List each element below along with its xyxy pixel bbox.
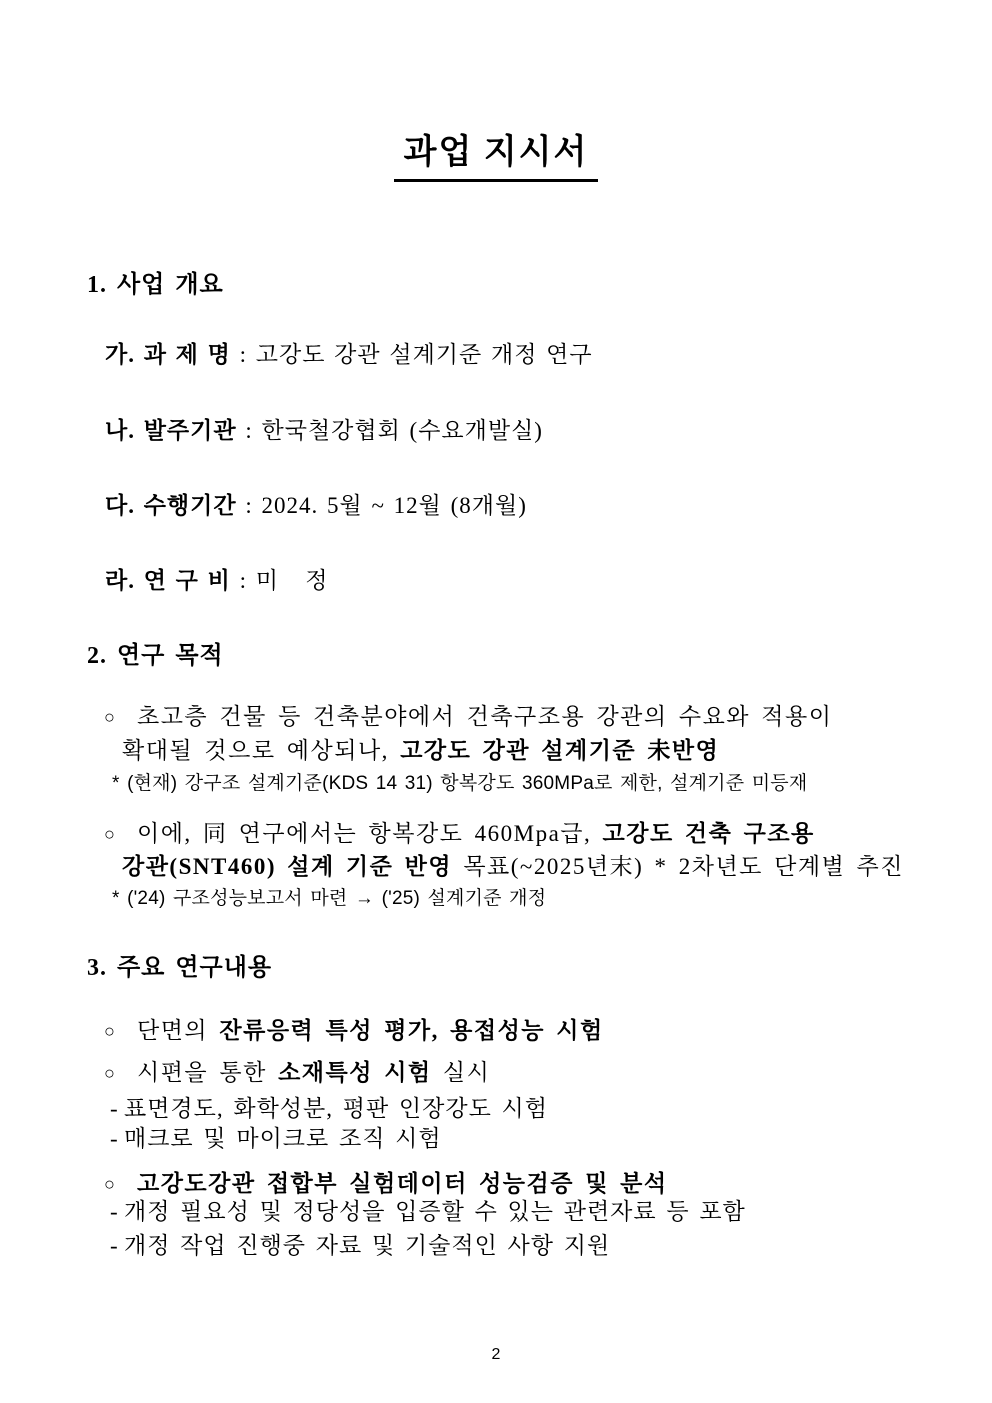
content-subitem [110,1227,610,1260]
field-label: 라. 연 구 비 [105,568,231,593]
circle-bullet-icon: ○ [104,824,117,844]
circle-bullet-icon: ○ [104,1021,117,1041]
bullet-text-bold: 고강도 건축 구조용 [602,821,815,846]
content-bullet-2 [104,1054,490,1087]
subitem-text: 개정 필요성 및 정당성을 입증할 수 있는 관련자료 등 포함 [124,1199,746,1224]
bullet-text-regular: 초고층 건물 등 건축분야에서 건축구조용 강관의 수요와 적용이 [137,704,833,729]
objective-bullet-2-line-1 [104,815,815,848]
bullet-text-regular: 확대될 것으로 예상되나, [122,738,401,763]
dash-bullet-icon: - [110,1199,119,1224]
field-label: 다. 수행기간 [105,493,237,518]
dash-bullet-icon: - [110,1233,119,1258]
bullet-text-bold: 소재특성 시험 [278,1060,432,1085]
bullet-text-bold: 잔류응력 특성 평가, 용접성능 시험 [219,1018,604,1043]
page-number: 2 [491,1346,501,1363]
bullet-text-regular: 실시 [431,1060,491,1085]
bullet-text-bold: 고강도 강관 설계기준 未반영 [400,738,720,763]
field-separator: : [230,342,256,367]
field-value: 2024. 5월 ~ 12월 (8개월) [261,493,527,518]
field-row-period [105,487,527,520]
objective-bullet-1-line-1 [104,698,832,731]
content-subitem [110,1090,548,1123]
subitem-text: 표면경도, 화학성분, 평판 인장강도 시험 [124,1096,548,1121]
objective-bullet-2-line-2 [122,848,904,881]
content-subitem [110,1193,746,1226]
dash-bullet-icon: - [110,1126,119,1151]
objective-bullet-1-line-2 [122,732,719,765]
bullet-text-regular: 시편을 통한 [137,1060,279,1085]
field-separator: : [236,493,262,518]
content-subitem [110,1120,442,1153]
title-container [0,124,992,182]
bullet-text-bold: 고강도강관 접합부 실험데이터 성능검증 및 분석 [137,1171,668,1196]
field-row-ordering-org [105,412,543,445]
subitem-text: 매크로 및 마이크로 조직 시험 [124,1126,442,1151]
field-separator: : [230,568,256,593]
circle-bullet-icon: ○ [104,1174,117,1194]
section1-heading: 1. 사업 개요 [87,272,224,298]
field-label: 가. 과 제 명 [105,342,231,367]
subitem-text: 개정 작업 진행중 자료 및 기술적인 사항 지원 [124,1233,611,1258]
footnote-text: * (현재) 강구조 설계기준(KDS 14 31) 항복강도 360MPa로 제한, 설계기준 미등재 [112,773,808,794]
dash-bullet-icon: - [110,1096,119,1121]
bullet-text-bold: 강관(SNT460) 설계 기준 반영 [122,854,453,879]
field-row-budget [105,562,328,595]
footnote-text: * ('24) 구조성능보고서 마련 → ('25) 설계기준 개정 [112,888,547,909]
circle-bullet-icon: ○ [104,707,117,727]
field-value: 고강도 강관 설계기준 개정 연구 [255,342,593,367]
circle-bullet-icon: ○ [104,1063,117,1083]
document-title: 과업 지시서 [394,124,599,182]
content-bullet-1 [104,1012,604,1045]
field-value: 한국철강협회 (수요개발실) [261,418,543,443]
bullet-text-regular: 이에, 同 연구에서는 항복강도 460Mpa급, [137,821,603,846]
field-value: 미 정 [255,568,329,593]
section2-heading: 2. 연구 목적 [87,643,224,669]
section3-heading: 3. 주요 연구내용 [87,955,273,981]
bullet-text-regular: 단면의 [137,1018,220,1043]
field-label: 나. 발주기관 [105,418,237,443]
bullet-text-regular: 목표(~2025년末) * 2차년도 단계별 추진 [452,854,904,879]
field-separator: : [236,418,262,443]
field-row-project-name [105,336,593,369]
